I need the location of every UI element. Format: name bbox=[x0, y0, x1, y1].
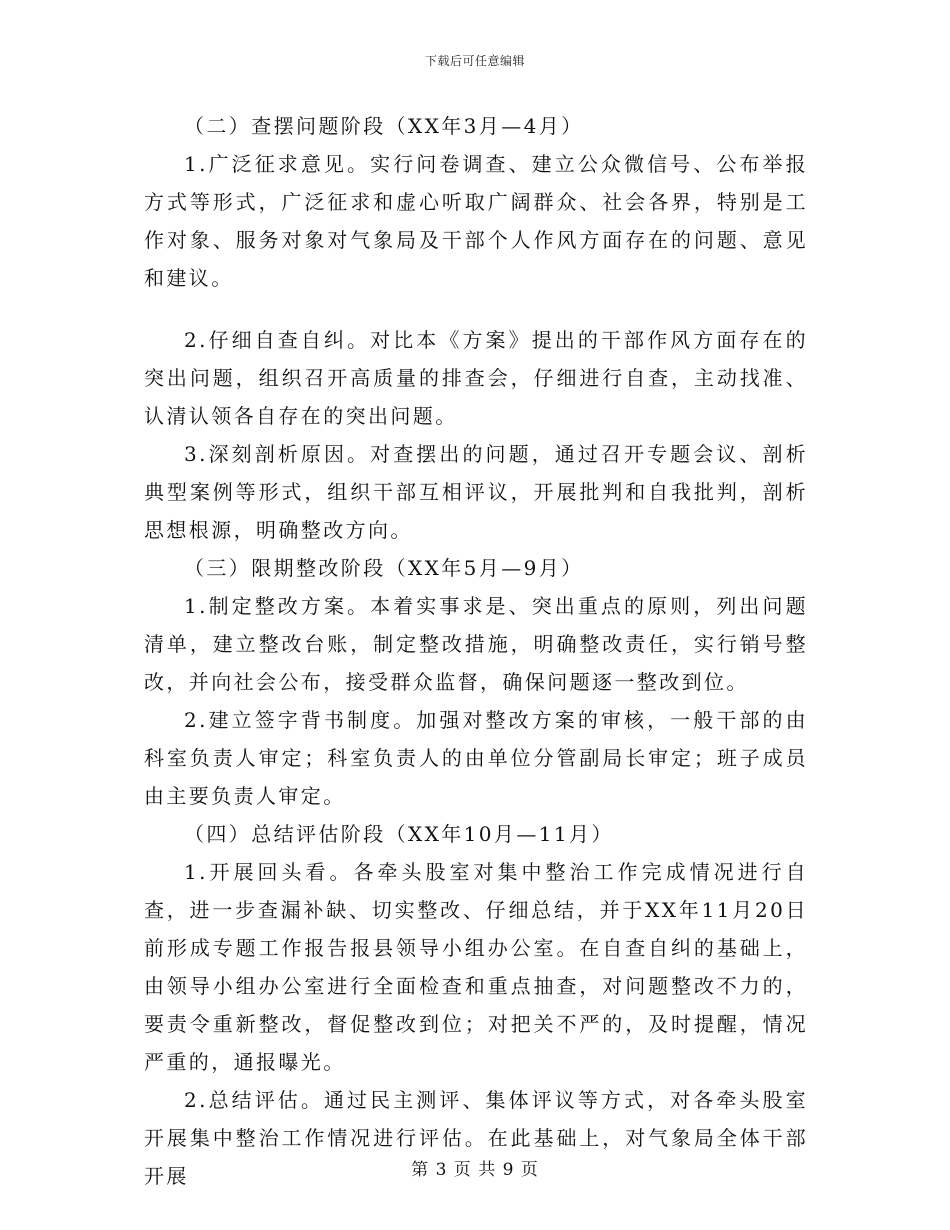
paragraph: 2.仔细自查自纠。对比本《方案》提出的干部作风方面存在的突出问题，组织召开高质量的排查会，仔细进行自查，主动找准、认清认领各自存在的突出问题。 bbox=[144, 328, 808, 428]
section-heading: （二）查摆问题阶段（XX年3月—4月） bbox=[184, 114, 584, 138]
section-heading: （四）总结评估阶段（XX年10月—11月） bbox=[184, 822, 614, 846]
paragraph-gap bbox=[144, 297, 808, 321]
paragraph: 2.建立签字背书制度。加强对整改方案的审核，一般干部的由科室负责人审定；科室负责人的由单位分管副局长审定；班子成员由主要负责人审定。 bbox=[144, 708, 808, 808]
paragraph: 1.制定整改方案。本着实事求是、突出重点的原则，列出问题清单，建立整改台账，制定整改措施，明确整改责任，实行销号整改，并向社会公布，接受群众监督，确保问题逐一整改到位。 bbox=[144, 594, 808, 694]
page-footer bbox=[0, 1155, 950, 1180]
page-header: 下载后可任意编辑 bbox=[424, 54, 525, 68]
page-number: 第 3 页 共 9 页 bbox=[411, 1160, 539, 1180]
paragraph: 3.深刻剖析原因。对查摆出的问题，通过召开专题会议、剖析典型案例等形式，组织干部互相评议，开展批判和自我批判，剖析思想根源，明确整改方向。 bbox=[144, 442, 808, 542]
section-heading: （三）限期整改阶段（XX年5月—9月） bbox=[184, 556, 584, 580]
paragraph: 1.开展回头看。各牵头股室对集中整治工作完成情况进行自查，进一步查漏补缺、切实整改、仔细总结，并于XX年11月20日前形成专题工作报告报县领导小组办公室。在自查自纠的基础上，由领导小组办公室进行全面检查和重点抽查，对问题整改不力的，要责令重新整改，督促整改到位；对把关不严的，及时提醒，情况严重的，通报曝光。 bbox=[144, 860, 808, 1074]
paragraph: 2.总结评估。通过民主测评、集体评议等方式，对各牵头股室开展集中整治工作情况进行评估。在此基础上，对气象局全体干部开展 bbox=[144, 1088, 808, 1188]
paragraph: 1.广泛征求意见。实行问卷调查、建立公众微信号、公布举报方式等形式，广泛征求和虚心听取广阔群众、社会各界，特别是工作对象、服务对象对气象局及干部个人作风方面存在的问题、意见和建议。 bbox=[144, 152, 808, 290]
document-body bbox=[144, 107, 808, 1195]
